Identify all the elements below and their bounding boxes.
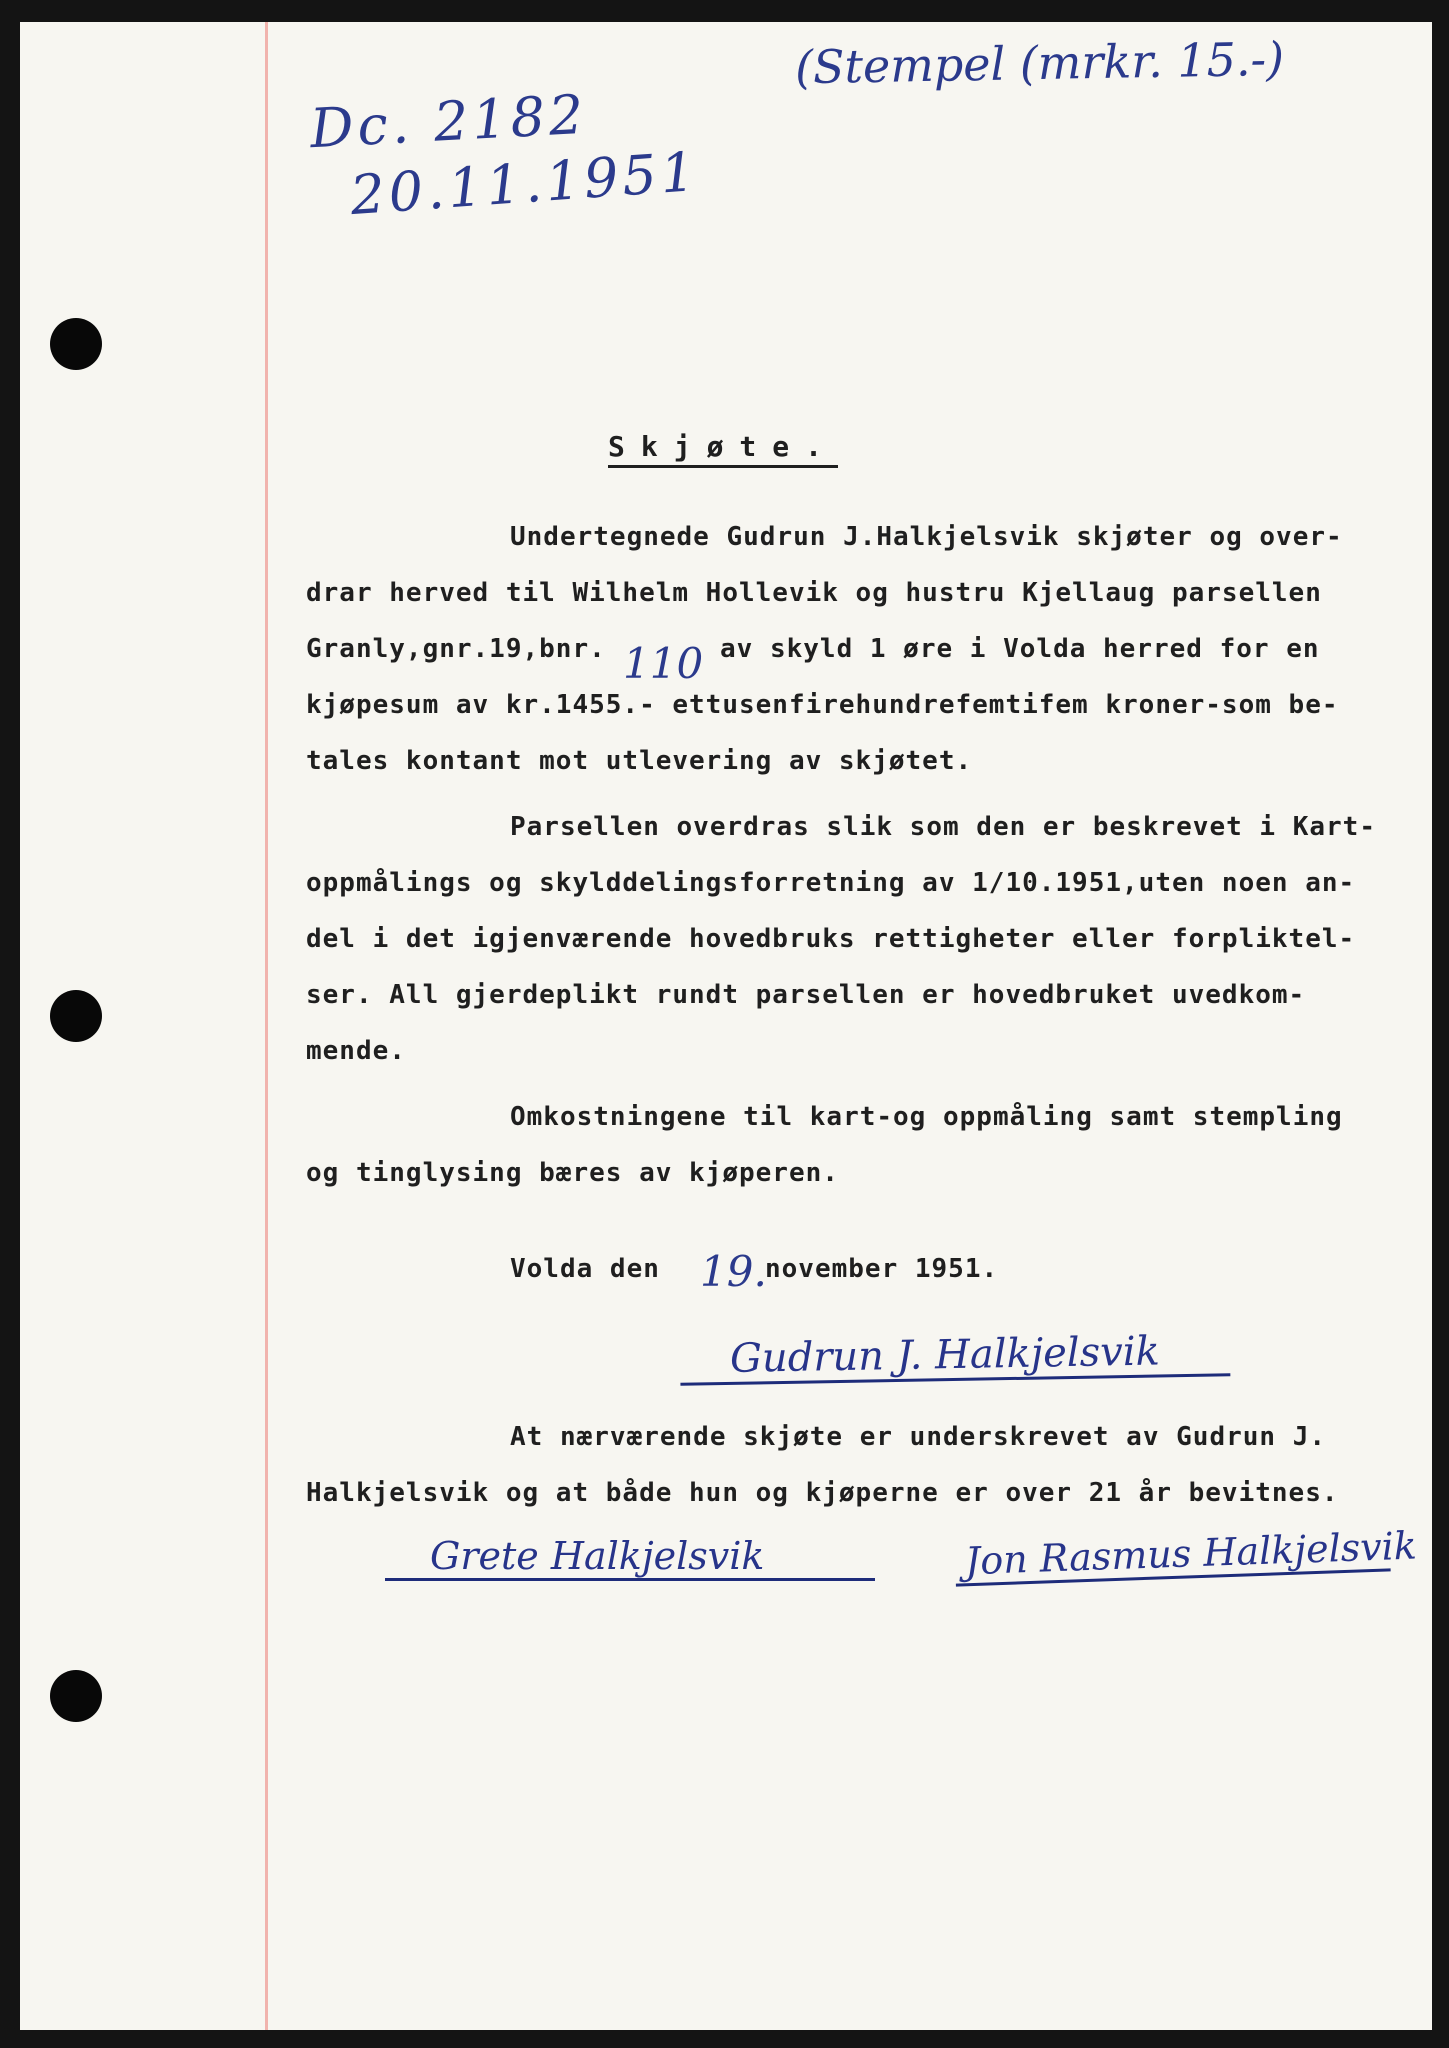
watermark-shadow — [720, 82, 840, 1982]
place-line: Volda den — [510, 1254, 660, 1284]
attestation-line: At nærværende skjøte er underskrevet av Gudrun J. — [510, 1422, 1327, 1452]
body-line: Undertegnede Gudrun J.Halkjelsvik skjøter og over- — [510, 522, 1343, 552]
body-line: av skyld 1 øre i Volda herred for en — [720, 634, 1320, 664]
body-line: del i det igjenværende hovedbruks rettigheter eller forpliktel- — [306, 924, 1356, 954]
attestation-line: Halkjelsvik og at både hun og kjøperne er over 21 år bevitnes. — [306, 1478, 1339, 1508]
punch-hole-icon — [50, 318, 102, 370]
punch-hole-icon — [50, 990, 102, 1042]
handwritten-day: 19. — [700, 1247, 767, 1296]
handwritten-reference: Dc. 2182 — [308, 82, 589, 161]
margin-line — [265, 22, 268, 2030]
body-line: Granly,gnr.19,bnr. — [306, 634, 606, 664]
witness-signature: Grete Halkjelsvik — [385, 1534, 875, 1581]
document-title: Skjøte. — [608, 430, 838, 468]
body-line: og tinglysing bæres av kjøperen. — [306, 1158, 839, 1188]
seller-signature: Gudrun J. Halkjelsvik — [680, 1327, 1231, 1386]
punch-hole-icon — [50, 1670, 102, 1722]
handwritten-stamp-note: (Stempel (mrkr. 15.-) — [794, 31, 1285, 95]
body-line: kjøpesum av kr.1455.- ettusenfirehundrefemtifem kroner-som be- — [306, 690, 1339, 720]
body-line: Omkostningene til kart-og oppmåling samt stempling — [510, 1102, 1343, 1132]
body-line: Parsellen overdras slik som den er beskrevet i Kart- — [510, 812, 1376, 842]
body-line: drar herved til Wilhelm Hollevik og hustru Kjellaug parsellen — [306, 578, 1322, 608]
witness-signature: Jon Rasmus Halkjelsvik — [954, 1524, 1390, 1586]
date-line: november 1951. — [765, 1254, 999, 1284]
body-line: tales kontant mot utlevering av skjøtet. — [306, 746, 973, 776]
handwritten-bnr: 110 — [623, 639, 704, 688]
body-line: ser. All gjerdeplikt rundt parsellen er hovedbruket uvedkom- — [306, 980, 1306, 1010]
body-line: mende. — [306, 1036, 406, 1066]
body-line: oppmålings og skylddelingsforretning av 1/10.1951,uten noen an- — [306, 868, 1356, 898]
document-page — [20, 22, 1432, 2030]
handwritten-reference-date: 20.11.1951 — [348, 139, 701, 228]
